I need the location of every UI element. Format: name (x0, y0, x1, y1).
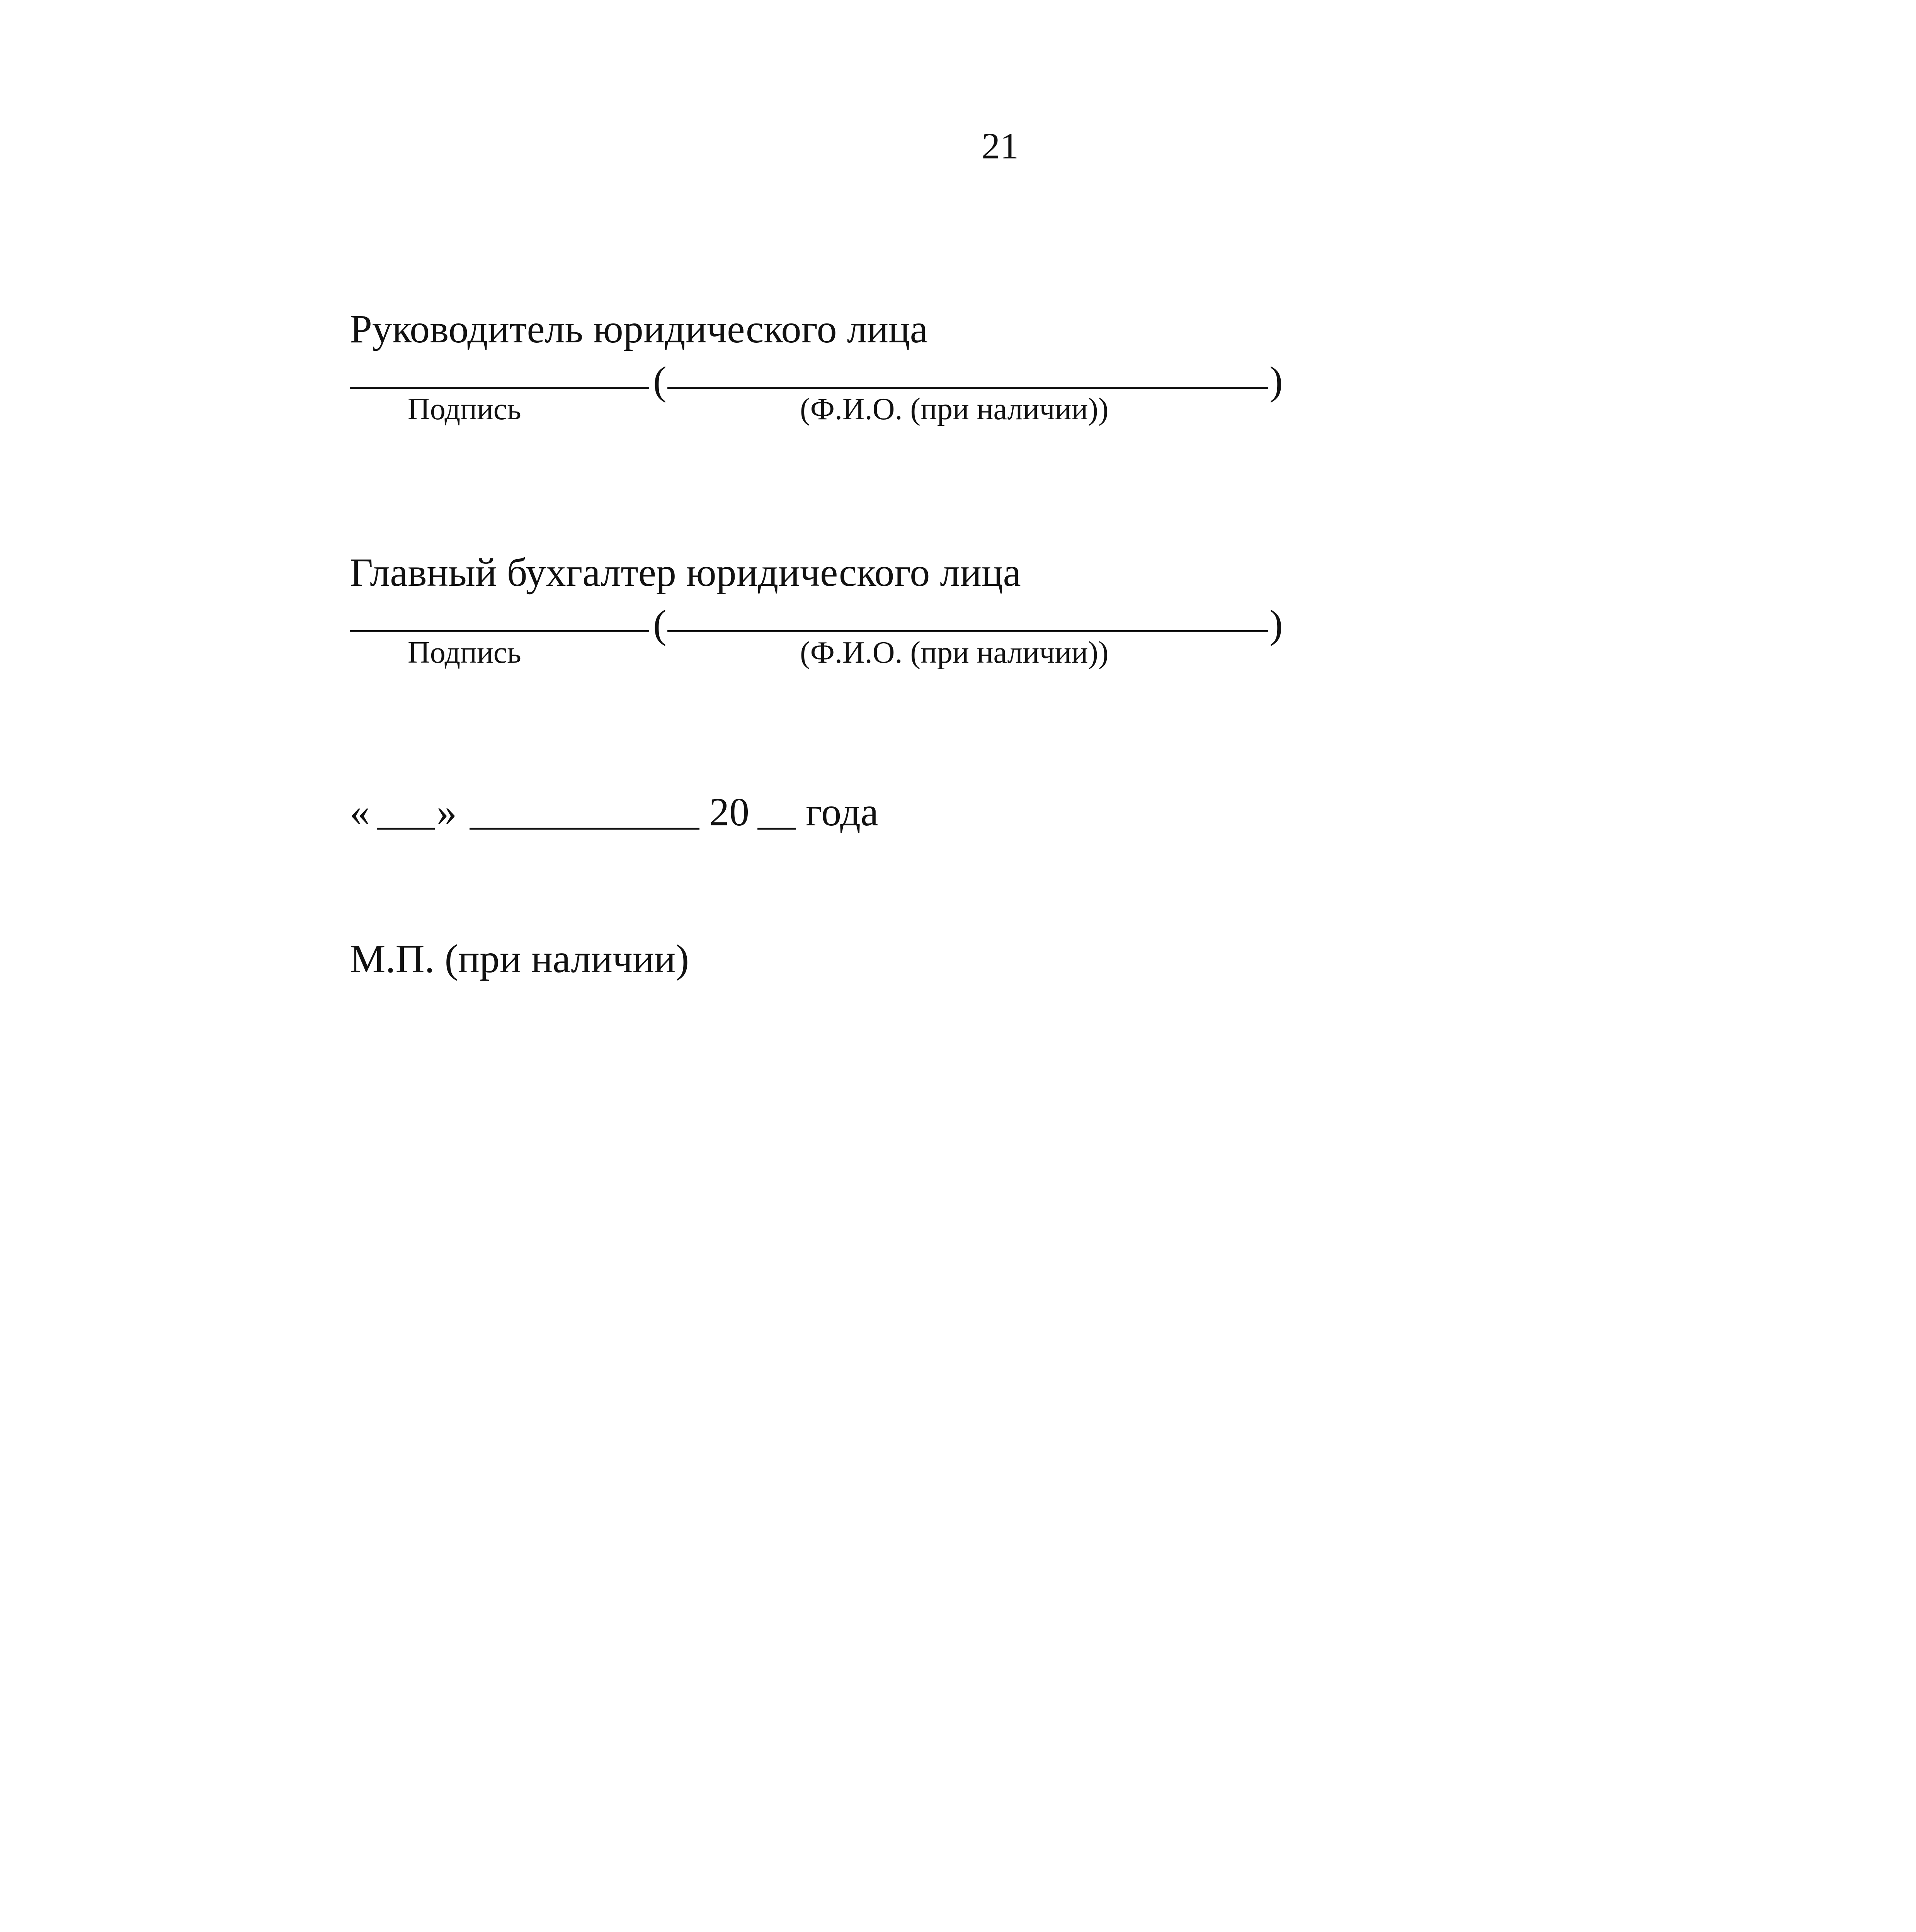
accountant-heading: Главный бухгалтер юридического лица (350, 550, 1021, 595)
director-paren-open: ( (653, 359, 667, 403)
date-month-blank (470, 828, 699, 830)
accountant-signature-line (350, 630, 649, 632)
accountant-name-caption: (Ф.И.О. (при наличии)) (800, 636, 1109, 670)
accountant-name-line (667, 630, 1268, 632)
accountant-signature-block (350, 550, 1316, 670)
director-signature-caption: Подпись (408, 392, 521, 426)
director-signature-line (350, 387, 649, 389)
director-heading: Руководитель юридического лица (350, 307, 928, 351)
date-day-blank (377, 828, 435, 830)
date-close-quote: » (437, 790, 457, 834)
date-year-blank (757, 828, 796, 830)
date-line (350, 788, 1316, 842)
accountant-signature-caption: Подпись (408, 636, 521, 670)
accountant-paren-open: ( (653, 602, 667, 646)
director-signature-row (350, 349, 1316, 426)
accountant-signature-row (350, 593, 1316, 670)
director-paren-close: ) (1269, 359, 1283, 403)
page-number: 21 (982, 125, 1019, 167)
date-open-quote: « (350, 790, 370, 834)
date-suffix: года (806, 790, 879, 834)
director-name-caption: (Ф.И.О. (при наличии)) (800, 392, 1109, 426)
director-name-line (667, 387, 1268, 389)
date-year-prefix: 20 (709, 790, 749, 834)
director-signature-block (350, 307, 1316, 426)
accountant-paren-close: ) (1269, 602, 1283, 646)
stamp-label: М.П. (при наличии) (350, 937, 689, 981)
